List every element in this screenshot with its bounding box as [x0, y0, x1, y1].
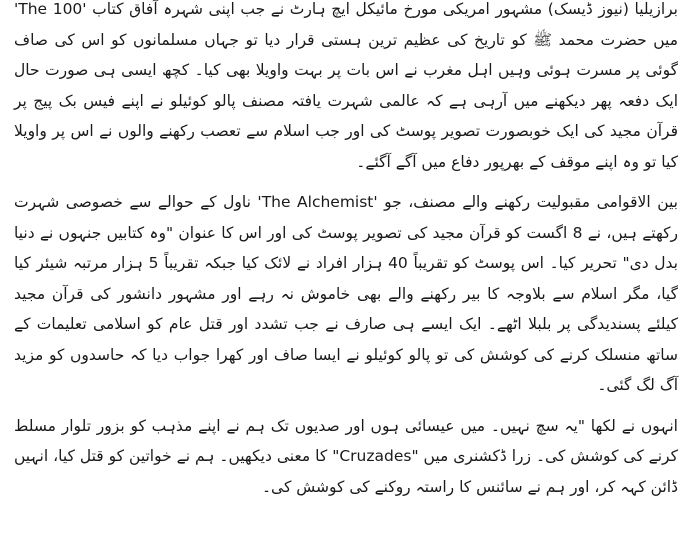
article-paragraph: بین الاقوامی مقبولیت رکھنے والے مصنف، جو 'The Alchemist' ناول کے حوالے سے خصوصی شہرت رکھتے ہیں، نے 8 اگست کو قرآن مجید کی تصویر پوسٹ کی اور اس کا عنوان "وہ کتابیں جنہوں نے دنیا بدل دی" تحریر کیا۔ اس پوسٹ کو تقریباً 40 ہزار افراد نے لائک کیا جبکہ تقریباً 5 ہزار مرتبہ شیئر کیا گیا، مگر اسلام سے بلاوجہ کا بیر رکھنے والے بھی خاموش نہ رہے اور مشہور دانشور کی قرآن مجید کیلئے پسندیدگی پر بلبلا اٹھے۔ ایک ایسے ہی صارف نے جب تشدد اور قتل عام کو اسلامی تعلیمات کے ساتھ منسلک کرنے کی کوشش کی تو پالو کوئیلو نے ایسا صاف اور کھرا جواب دیا کہ حاسدوں کو مزید آگ لگ گئی۔ — [14, 193, 678, 394]
article-body — [14, 0, 678, 502]
article-paragraph: انہوں نے لکھا "یہ سچ نہیں۔ میں عیسائی ہوں اور صدیوں تک ہم نے اپنے مذہب کو بزور تلوار مسلط کرنے کی کوشش کی۔ زرا ڈکشنری میں "Cruzades" کا معنی دیکھیں۔ ہم نے خواتین کو قتل کیا، انہیں ڈائن کہہ کر، اور ہم نے سائنس کا راستہ روکنے کی کوشش کی۔ — [14, 416, 678, 496]
article-paragraph: برازیلیا (نیوز ڈیسک) مشہور امریکی مورخ مائیکل ایچ ہارٹ نے جب اپنی شہرہ آفاق کتاب 'The 100' میں حضرت محمد ﷺ کو تاریخ کی عظیم ترین ہستی قرار دیا تو جہاں مسلمانوں کو اس کی صاف گوئی پر مسرت ہوئی وہیں اہل مغرب نے اس بات پر بہت واویلا بھی کیا۔ کچھ ایسی ہی صورت حال ایک دفعہ پھر دیکھنے میں آرہی ہے کہ عالمی شہرت یافتہ مصنف پالو کوئیلو نے اپنے فیس بک پیج پر قرآن مجید کی ایک خوبصورت تصویر پوسٹ کی اور جب اسلام سے تعصب رکھنے والوں نے اس پر واویلا کیا تو وہ اپنے موقف کے بھرپور دفاع میں آگے آگئے۔ — [14, 0, 678, 171]
